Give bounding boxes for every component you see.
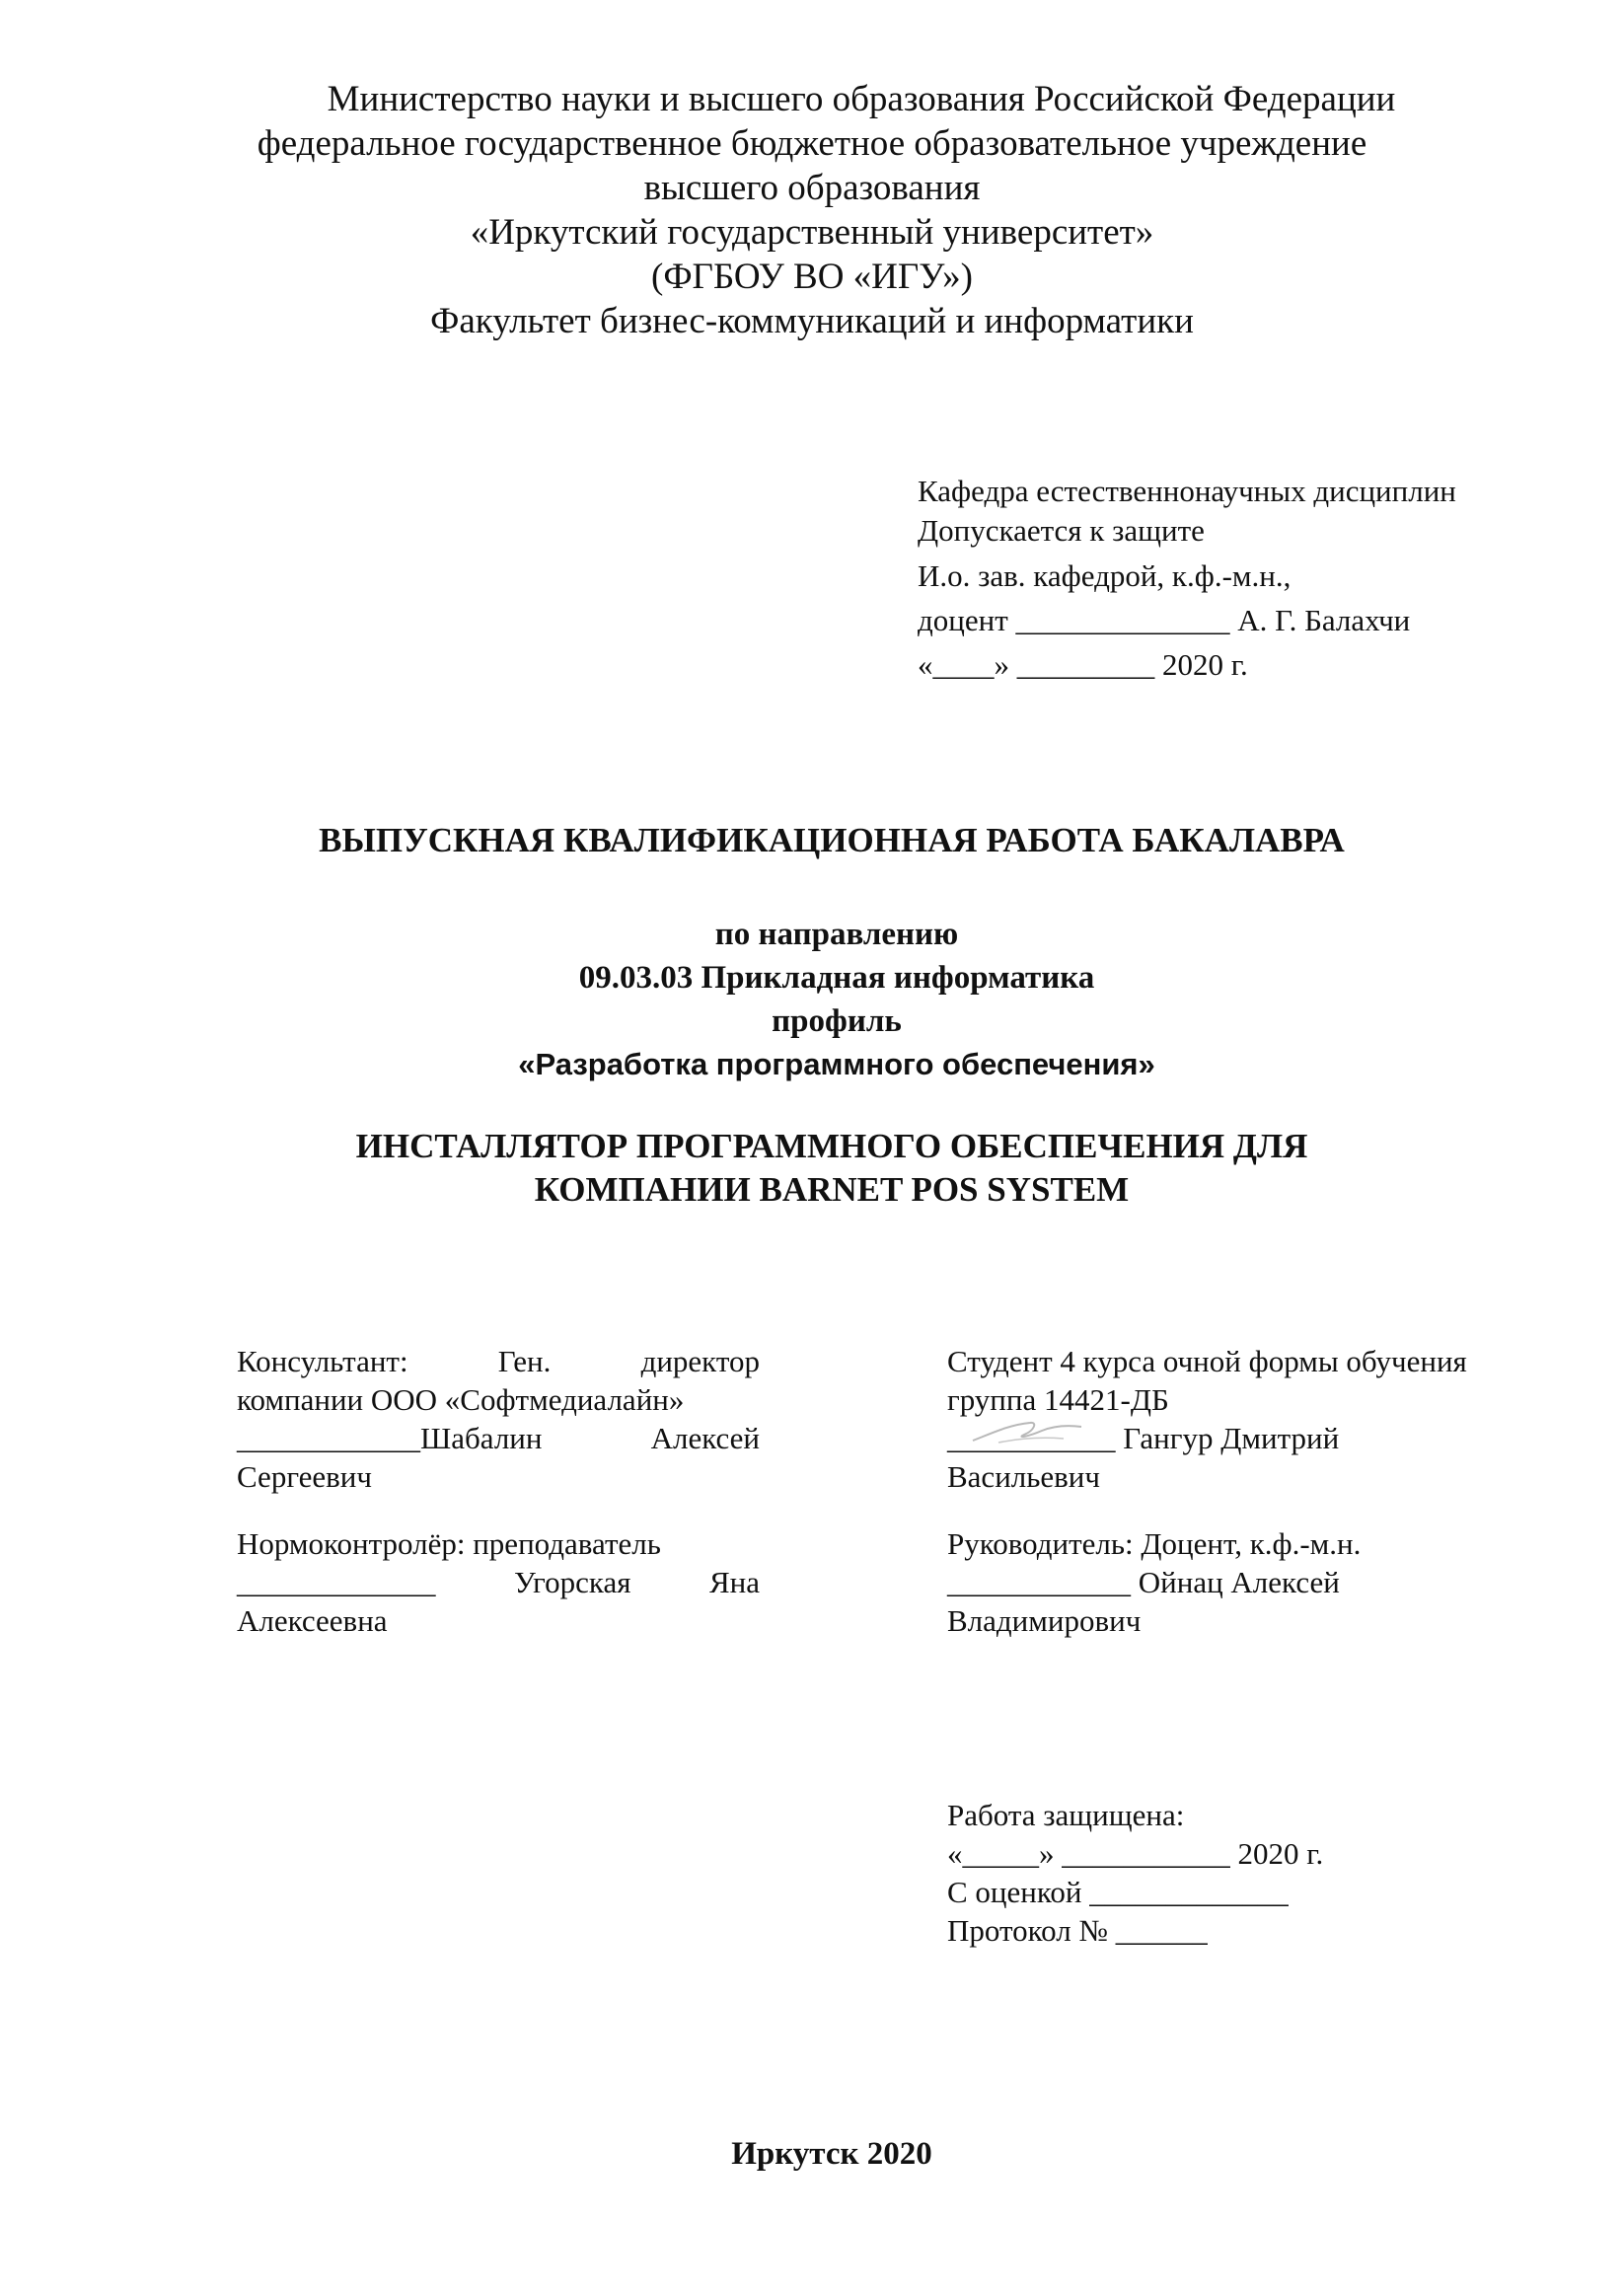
- consultant-block: [237, 1342, 760, 1496]
- handwritten-signature-icon: [969, 1415, 1087, 1448]
- header-line-university: «Иркутский государственный университет»: [470, 212, 1154, 253]
- consultant-line-3: [237, 1419, 760, 1457]
- header-line-education-level: высшего образования: [643, 168, 981, 208]
- normcontrol-patronymic: Алексеевна: [237, 1603, 388, 1638]
- header-line-institution-type: федеральное государственное бюджетное образовательное учреждение: [257, 123, 1367, 164]
- direction-block: [0, 913, 1624, 1086]
- student-signature-area: [947, 1419, 1116, 1457]
- direction-label: по направлению: [714, 917, 959, 952]
- defense-date-line: «_____» ___________ 2020 г.: [947, 1836, 1324, 1871]
- student-name: Гангур Дмитрий: [1123, 1421, 1340, 1455]
- work-type-title: ВЫПУСКНАЯ КВАЛИФИКАЦИОННАЯ РАБОТА БАКАЛАВРА: [319, 821, 1345, 859]
- approval-block: [918, 472, 1549, 687]
- head-of-department-signature-line: доцент ______________ А. Г. Балахчи: [918, 603, 1411, 637]
- consultant-patronymic: Сергеевич: [237, 1459, 372, 1494]
- city-year: Иркутск 2020: [731, 2136, 932, 2172]
- supervisor-patronymic: Владимирович: [947, 1603, 1142, 1638]
- student-course: Студент 4 курса очной формы обучения: [947, 1344, 1467, 1378]
- department-name: Кафедра естественнонаучных дисциплин: [918, 474, 1456, 508]
- normcontrol-line-2: [237, 1563, 760, 1601]
- direction-code-name: 09.03.03 Прикладная информатика: [578, 960, 1095, 996]
- student-signature-blank: ___________: [947, 1421, 1116, 1455]
- student-group: группа 14421-ДБ: [947, 1382, 1169, 1417]
- header-line-faculty: Факультет бизнес-коммуникаций и информатики: [430, 301, 1194, 341]
- consultant-position-word: директор: [640, 1344, 760, 1378]
- defense-protocol-line: Протокол № ______: [947, 1913, 1208, 1948]
- normcontrol-signature-blank: _____________: [237, 1565, 436, 1599]
- student-signature-line: [947, 1419, 1579, 1457]
- consultant-label: Консультант:: [237, 1344, 408, 1378]
- ministry-header: [0, 77, 1624, 343]
- consultant-position-word: Ген.: [497, 1344, 552, 1378]
- normcontrol-title: Нормоконтролёр: преподаватель: [237, 1526, 661, 1561]
- topic-line-1: ИНСТАЛЛЯТОР ПРОГРАММНОГО ОБЕСПЕЧЕНИЯ ДЛЯ: [355, 1127, 1308, 1165]
- supervisor-title: Руководитель: Доцент, к.ф.-м.н.: [947, 1526, 1362, 1561]
- student-block: [947, 1342, 1579, 1496]
- head-of-department-title: И.о. зав. кафедрой, к.ф.-м.н.,: [918, 558, 1292, 593]
- approval-date-line: «____» _________ 2020 г.: [918, 647, 1248, 682]
- defense-grade-line: С оценкой _____________: [947, 1875, 1289, 1909]
- topic-line-2: КОМПАНИИ BARNET POS SYSTEM: [534, 1170, 1130, 1209]
- admitted-to-defense: Допускается к защите: [918, 513, 1205, 548]
- consultant-company: компании ООО «Софтмедиалайн»: [237, 1382, 685, 1417]
- defense-block: [947, 1796, 1579, 1950]
- header-line-ministry: Министерство науки и высшего образования Российской Федерации: [327, 79, 1396, 119]
- consultant-first-name: Алексей: [650, 1421, 760, 1455]
- profile-name: «Разработка программного обеспечения»: [518, 1047, 1155, 1081]
- consultant-signature-blank: ____________Шабалин: [237, 1421, 543, 1455]
- profile-label: профиль: [772, 1003, 902, 1039]
- normcontrol-first-name: Яна: [708, 1565, 760, 1599]
- defense-status: Работа защищена:: [947, 1798, 1185, 1832]
- normcontrol-surname: Угорская: [513, 1565, 631, 1599]
- header-line-abbreviation: (ФГБОУ ВО «ИГУ»): [651, 257, 973, 297]
- normcontrol-block: [237, 1524, 760, 1640]
- student-patronymic: Васильевич: [947, 1459, 1100, 1494]
- consultant-line-1: [237, 1342, 760, 1380]
- supervisor-block: [947, 1524, 1579, 1640]
- thesis-topic: [0, 1125, 1624, 1212]
- supervisor-signature-line: ____________ Ойнац Алексей: [947, 1565, 1340, 1599]
